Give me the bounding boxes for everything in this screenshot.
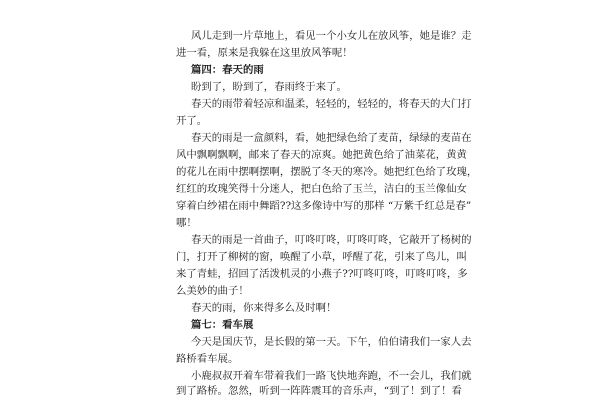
text-line: 穿着白纱裙在雨中舞蹈??这多像诗中写的那样 “万紫千红总是春”: [176, 200, 472, 212]
text-line: 哪！: [176, 217, 197, 229]
text-line: 风儿走到一片草地上，看见一个小女儿在放风筝，她是谁？走: [191, 30, 472, 42]
text-line: 么美妙的曲子！: [176, 285, 249, 297]
text-line: 春天的雨带着轻凉和温柔，轻轻的，轻轻的，将春天的大门打: [191, 98, 472, 110]
text-line: 开了。: [176, 115, 208, 127]
text-line: 的花儿在雨中摆啊摆啊，摆脱了冬天的寒冷。她把红色给了玫瑰，: [176, 166, 478, 178]
text-line: 小鹿叔叔开着车带着我们一路飞快地奔跑，不一会儿，我们就: [191, 370, 472, 382]
text-line: 进一看，原来是我躲在这里放风筝呢！: [176, 47, 353, 59]
text-line: 盼到了，盼到了，春雨终于来了。: [191, 81, 347, 93]
text-line: 路桥看车展。: [176, 353, 239, 365]
text-line: 门，打开了柳树的窗，唤醒了小草，呼醒了花，引来了鸟儿，叫: [176, 251, 467, 263]
section-heading: 篇七：看车展: [191, 319, 254, 331]
text-line: 红红的玫瑰笑得十分迷人，把白色给了玉兰，洁白的玉兰像仙女: [176, 183, 467, 195]
text-line: 春天的雨是一首曲子，叮咚叮咚，叮咚叮咚，它敲开了杨树的: [191, 234, 472, 246]
text-line: 今天是国庆节，是长假的第一天。下午，伯伯请我们一家人去: [191, 336, 472, 348]
section-heading: 篇四：春天的雨: [191, 64, 264, 76]
text-line: 到了路桥。忽然，听到一阵阵震耳的音乐声，“到了！到了！看: [176, 385, 462, 397]
text-line: 春天的雨是一盒颜料，看，她把绿色给了麦苗，绿绿的麦苗在: [191, 132, 472, 144]
text-line: 春天的雨，你来得多么及时啊！: [191, 302, 337, 314]
text-line: 来了青蛙，招回了活泼机灵的小燕子??叮咚叮咚，叮咚叮咚，多: [176, 268, 468, 280]
text-line: 风中飘啊飘啊，邮来了春天的凉爽。她把黄色给了油菜花，黄黄: [176, 149, 467, 161]
